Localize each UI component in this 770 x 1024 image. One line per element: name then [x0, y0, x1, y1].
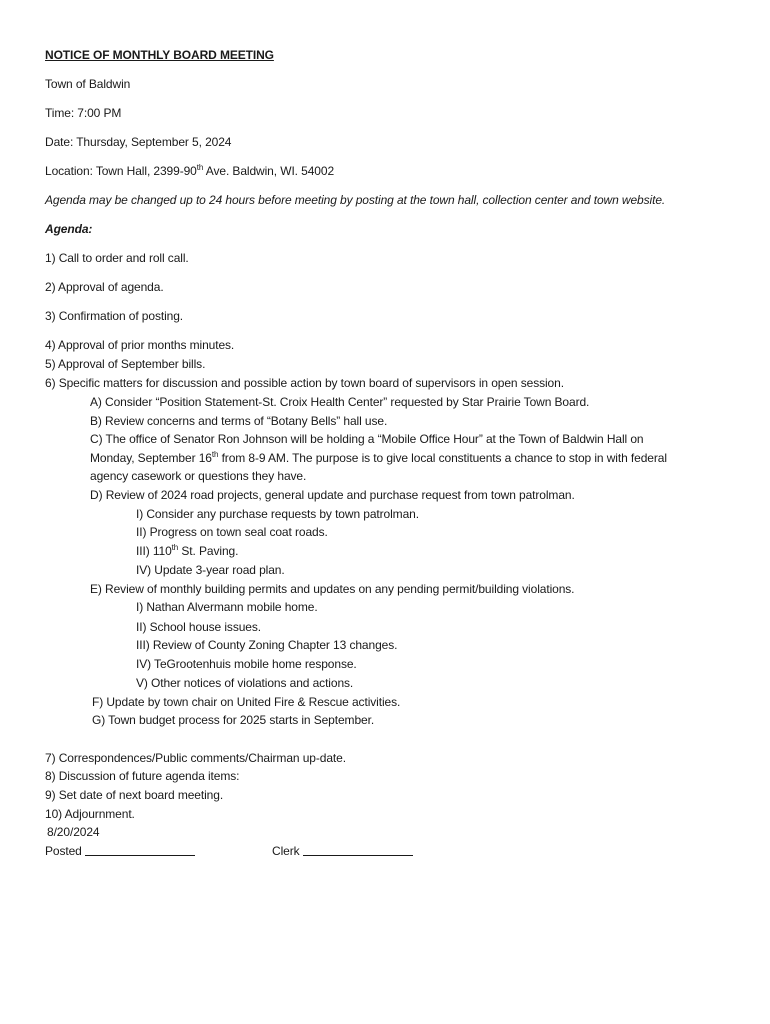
- agenda-item-3: 3) Confirmation of posting.: [45, 309, 184, 323]
- agenda-item-4: 4) Approval of prior months minutes.: [45, 338, 235, 352]
- item-6d-iii-superscript: th: [171, 543, 179, 552]
- agenda-item-6e: E) Review of monthly building permits and updates on any pending permit/building violations.: [90, 582, 575, 596]
- meeting-location: [45, 164, 334, 179]
- agenda-item-6e-iv: IV) TeGrootenhuis mobile home response.: [136, 657, 357, 671]
- agenda-item-6f: F) Update by town chair on United Fire & Rescue activities.: [92, 695, 401, 709]
- agenda-heading: Agenda:: [45, 222, 93, 236]
- notice-title: NOTICE OF MONTHLY BOARD MEETING: [45, 48, 274, 62]
- agenda-item-6: 6) Specific matters for discussion and possible action by town board of supervisors in open session.: [45, 376, 564, 390]
- agenda-item-6e-iii: III) Review of County Zoning Chapter 13 changes.: [136, 638, 398, 652]
- agenda-item-10: 10) Adjournment.: [45, 807, 135, 821]
- agenda-item-6d-i: I) Consider any purchase requests by town patrolman.: [136, 507, 419, 521]
- meeting-date: Date: Thursday, September 5, 2024: [45, 135, 232, 149]
- agenda-item-6g: G) Town budget process for 2025 starts in September.: [92, 713, 375, 727]
- agenda-item-6b: B) Review concerns and terms of “Botany Bells” hall use.: [90, 414, 388, 428]
- agenda-item-7: 7) Correspondences/Public comments/Chairman up-date.: [45, 751, 346, 765]
- location-text-post: Ave. Baldwin, WI. 54002: [203, 164, 335, 178]
- agenda-item-6e-v: V) Other notices of violations and actions.: [136, 676, 354, 690]
- agenda-item-6d: D) Review of 2024 road projects, general update and purchase request from town patrolman.: [90, 488, 575, 502]
- agenda-item-6d-iv: IV) Update 3-year road plan.: [136, 563, 285, 577]
- agenda-item-6e-i: I) Nathan Alvermann mobile home.: [136, 600, 318, 614]
- clerk-blank: [303, 844, 413, 856]
- posted-blank: [85, 844, 195, 856]
- item-6c-superscript: th: [211, 450, 219, 459]
- agenda-item-8: 8) Discussion of future agenda items:: [45, 769, 240, 783]
- clerk-signature-line: [272, 844, 413, 859]
- item-6d-iii-text-post: St. Paving.: [178, 544, 239, 558]
- location-text-pre: Location: Town Hall, 2399-90: [45, 164, 197, 178]
- item-6d-iii-text-pre: III) 110: [136, 544, 172, 558]
- agenda-disclaimer: Agenda may be changed up to 24 hours before meeting by posting at the town hall, collection center and town website.: [45, 193, 666, 207]
- agenda-item-9: 9) Set date of next board meeting.: [45, 788, 224, 802]
- agenda-item-6d-ii: II) Progress on town seal coat roads.: [136, 525, 328, 539]
- agenda-item-6c-line-1: C) The office of Senator Ron Johnson will be holding a “Mobile Office Hour” at the Town of Baldwin Hall on: [90, 432, 644, 446]
- posted-signature-line: [45, 844, 195, 859]
- location-superscript: th: [196, 163, 204, 172]
- agenda-item-6c-line-2: [90, 451, 667, 466]
- notice-date: 8/20/2024: [47, 825, 100, 839]
- agenda-item-6c-line-3: agency casework or questions they have.: [90, 469, 307, 483]
- item-6c-text-pre: Monday, September 16: [90, 451, 212, 465]
- agenda-item-6a: A) Consider “Position Statement-St. Croix Health Center” requested by Star Prairie Town Board.: [90, 395, 590, 409]
- agenda-item-2: 2) Approval of agenda.: [45, 280, 164, 294]
- town-name: Town of Baldwin: [45, 77, 131, 91]
- meeting-time: Time: 7:00 PM: [45, 106, 122, 120]
- agenda-item-1: 1) Call to order and roll call.: [45, 251, 189, 265]
- agenda-item-5: 5) Approval of September bills.: [45, 357, 206, 371]
- agenda-item-6d-iii: [136, 544, 238, 559]
- clerk-label: Clerk: [272, 844, 303, 858]
- item-6c-text-post: from 8-9 AM. The purpose is to give local constituents a chance to stop in with federal: [218, 451, 667, 465]
- agenda-item-6e-ii: II) School house issues.: [136, 620, 262, 634]
- posted-label: Posted: [45, 844, 85, 858]
